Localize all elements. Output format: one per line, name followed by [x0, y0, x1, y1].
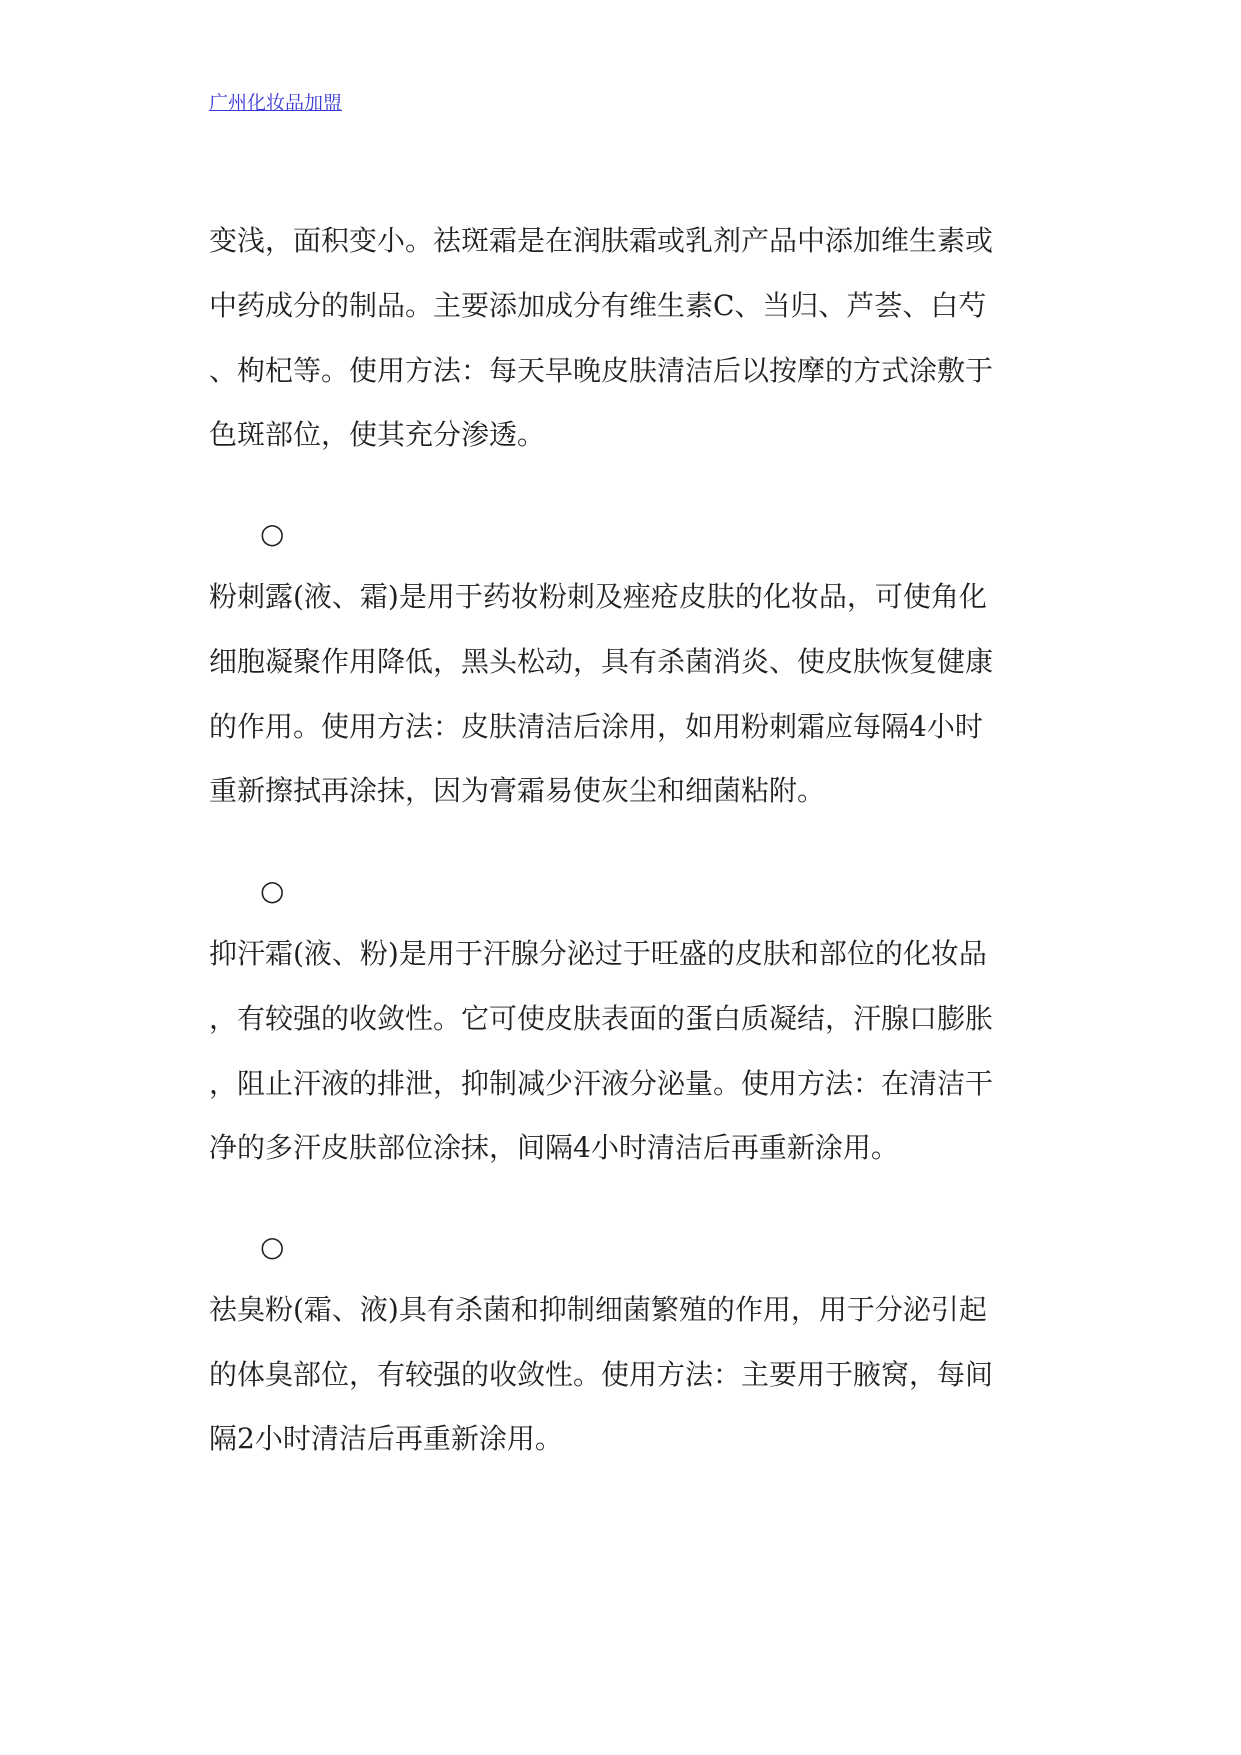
bullet-circle: ○ [260, 874, 285, 907]
paragraph-line: 细胞凝聚作用降低，黑头松动，具有杀菌消炎、使皮肤恢复健康 [209, 645, 994, 678]
paragraph-line: 的体臭部位，有较强的收敛性。使用方法：主要用于腋窝，每间 [209, 1358, 994, 1391]
paragraph-line: 变浅，面积变小。祛斑霜是在润肤霜或乳剂产品中添加维生素或 [209, 224, 994, 257]
paragraph-line: 粉刺露(液、霜)是用于药妆粉刺及痤疮皮肤的化妆品，可使角化 [209, 580, 987, 613]
paragraph-line: 祛臭粉(霜、液)具有杀菌和抑制细菌繁殖的作用，用于分泌引起 [209, 1293, 987, 1326]
paragraph-line: 的作用。使用方法：皮肤清洁后涂用，如用粉刺霜应每隔4小时 [209, 710, 983, 743]
paragraph-line: 色斑部位，使其充分渗透。 [209, 418, 546, 451]
paragraph-line: 重新擦拭再涂抹，因为膏霜易使灰尘和细菌粘附。 [209, 774, 826, 807]
bullet-circle: ○ [260, 517, 285, 550]
paragraph-line: 抑汗霜(液、粉)是用于汗腺分泌过于旺盛的皮肤和部位的化妆品 [209, 937, 987, 970]
bullet-circle: ○ [260, 1230, 285, 1263]
header-link[interactable]: 广州化妆品加盟 [209, 92, 343, 114]
paragraph-line: 、枸杞等。使用方法：每天早晚皮肤清洁后以按摩的方式涂敷于 [209, 354, 994, 387]
paragraph-line: 中药成分的制品。主要添加成分有维生素C、当归、芦荟、白芍 [209, 289, 987, 322]
paragraph-line: ，有较强的收敛性。它可使皮肤表面的蛋白质凝结，汗腺口膨胀 [209, 1002, 994, 1035]
paragraph-line: 隔2小时清洁后再重新涂用。 [209, 1422, 563, 1455]
paragraph-line: ，阻止汗液的排泄，抑制减少汗液分泌量。使用方法：在清洁干 [209, 1067, 994, 1100]
paragraph-line: 净的多汗皮肤部位涂抹，间隔4小时清洁后再重新涂用。 [209, 1131, 899, 1164]
